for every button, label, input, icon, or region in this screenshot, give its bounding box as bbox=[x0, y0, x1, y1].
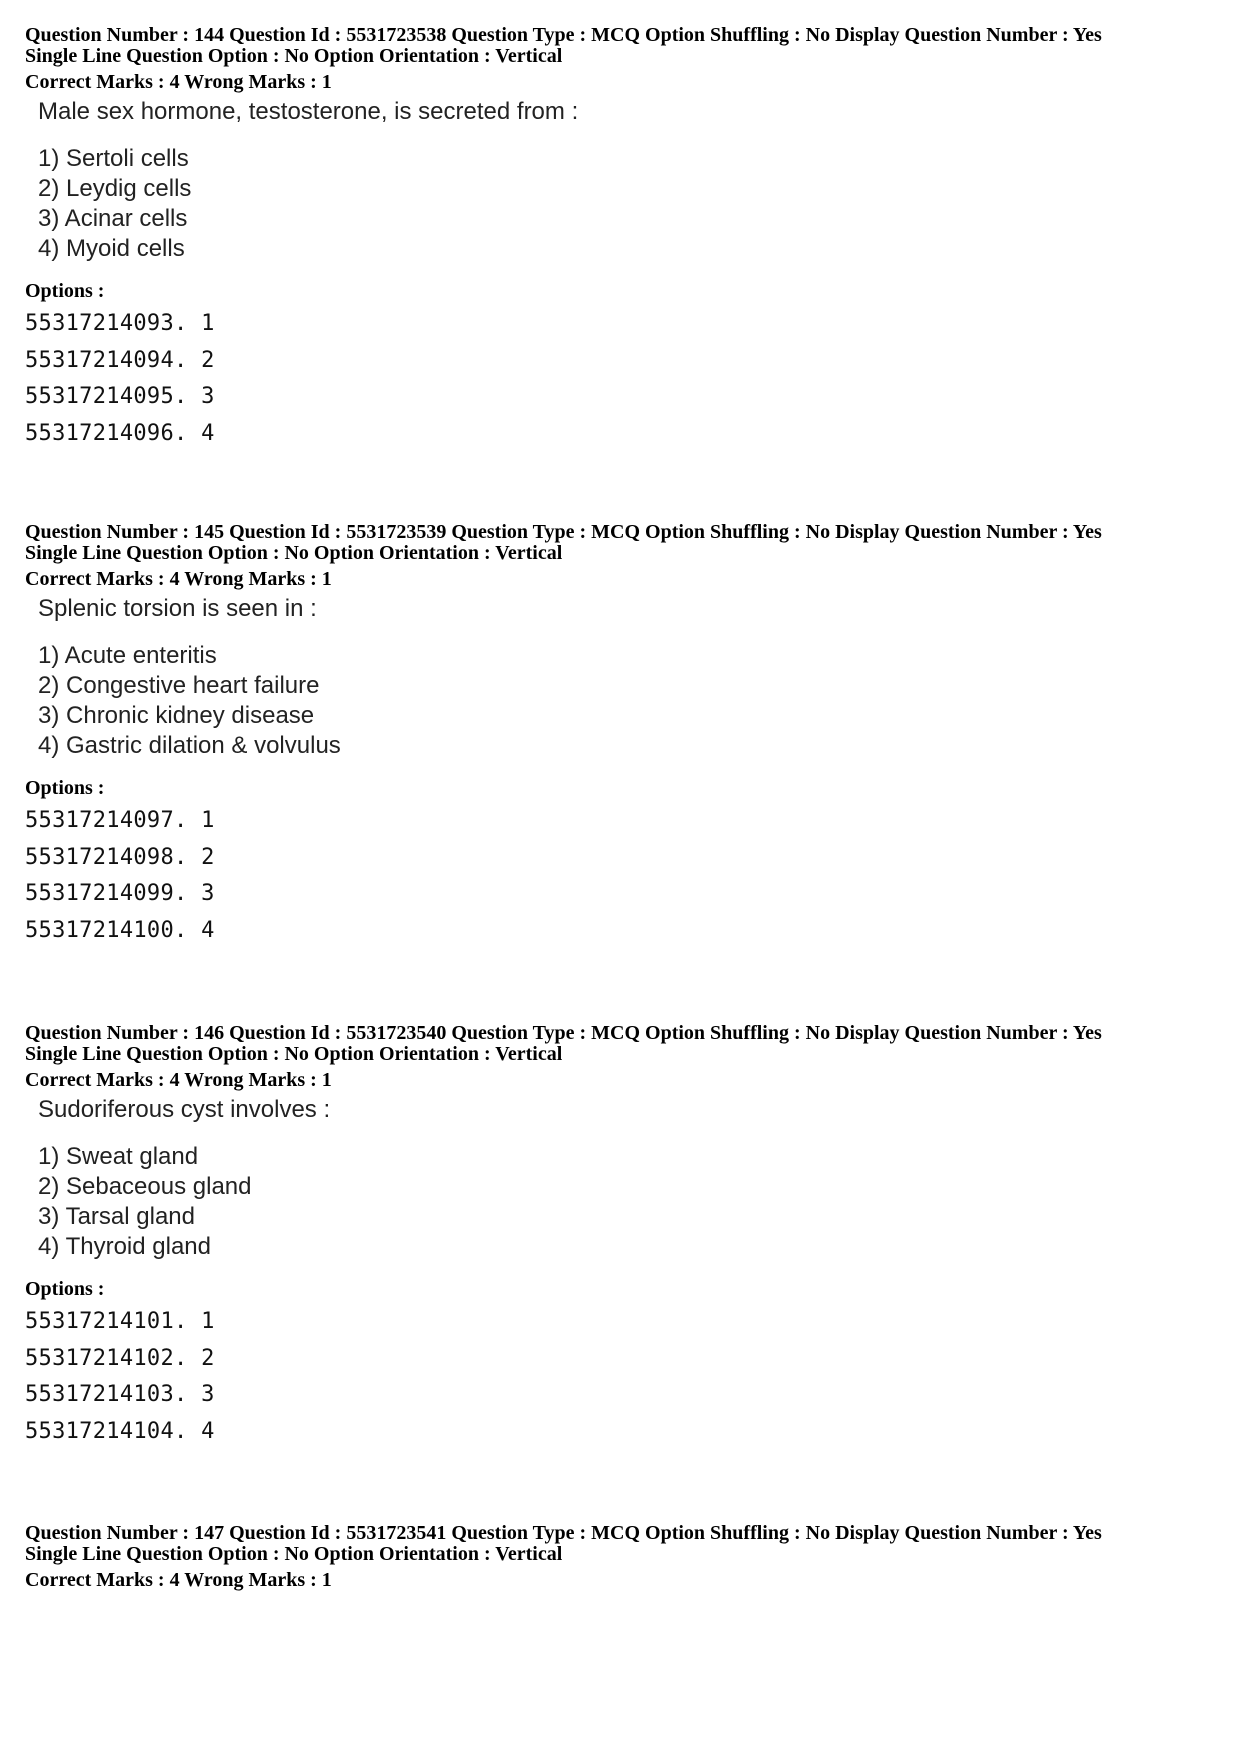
option-id-list bbox=[25, 803, 1225, 949]
question-image bbox=[38, 97, 1225, 264]
question-meta-line-1: Question Number : 147 Question Id : 5531723541 Question Type : MCQ Option Shuffling : No Display Question Number : Yes bbox=[25, 1522, 1102, 1544]
question-meta-line-1: Question Number : 144 Question Id : 5531723538 Question Type : MCQ Option Shuffling : No Display Question Number : Yes bbox=[25, 24, 1102, 46]
question-meta bbox=[25, 25, 1225, 67]
question-meta-line-1: Question Number : 145 Question Id : 5531723539 Question Type : MCQ Option Shuffling : No Display Question Number : Yes bbox=[25, 521, 1102, 543]
question-choices bbox=[38, 1142, 1225, 1262]
choice-3: 3) Tarsal gland bbox=[38, 1203, 195, 1230]
question-meta-line-2: Single Line Question Option : No Option Orientation : Vertical bbox=[25, 542, 563, 564]
option-id: 55317214098. 2 bbox=[25, 844, 215, 870]
question-choices bbox=[38, 641, 1225, 761]
option-id: 55317214097. 1 bbox=[25, 808, 215, 833]
option-id: 55317214096. 4 bbox=[25, 420, 215, 446]
question-stem: Sudoriferous cyst involves : bbox=[38, 1096, 331, 1123]
option-id: 55317214093. 1 bbox=[25, 311, 215, 336]
choice-2: 2) Congestive heart failure bbox=[38, 672, 320, 699]
question-block-144 bbox=[25, 25, 1225, 452]
question-choices bbox=[38, 144, 1225, 264]
option-id: 55317214101. 1 bbox=[25, 1309, 215, 1334]
option-id: 55317214095. 3 bbox=[25, 384, 215, 409]
option-id-list bbox=[25, 1304, 1225, 1450]
options-label: Options : bbox=[25, 777, 105, 799]
question-meta-line-2: Single Line Question Option : No Option Orientation : Vertical bbox=[25, 1043, 563, 1065]
choice-4: 4) Myoid cells bbox=[38, 235, 185, 262]
question-marks: Correct Marks : 4 Wrong Marks : 1 bbox=[25, 1569, 332, 1591]
question-image bbox=[38, 1095, 1225, 1262]
question-meta bbox=[25, 522, 1225, 564]
question-meta-line-2: Single Line Question Option : No Option Orientation : Vertical bbox=[25, 45, 563, 67]
question-meta-line-2: Single Line Question Option : No Option Orientation : Vertical bbox=[25, 1543, 563, 1565]
option-id: 55317214094. 2 bbox=[25, 347, 215, 373]
question-block-147 bbox=[25, 1523, 1225, 1591]
choice-2: 2) Leydig cells bbox=[38, 175, 192, 202]
choice-3: 3) Chronic kidney disease bbox=[38, 702, 315, 729]
choice-2: 2) Sebaceous gland bbox=[38, 1173, 252, 1200]
question-block-145 bbox=[25, 522, 1225, 949]
option-id: 55317214102. 2 bbox=[25, 1345, 215, 1371]
choice-4: 4) Gastric dilation & volvulus bbox=[38, 732, 341, 759]
question-image bbox=[38, 594, 1225, 761]
option-id-list bbox=[25, 306, 1225, 452]
option-id: 55317214100. 4 bbox=[25, 917, 215, 943]
choice-4: 4) Thyroid gland bbox=[38, 1233, 211, 1260]
choice-1: 1) Sweat gland bbox=[38, 1143, 199, 1170]
question-meta bbox=[25, 1523, 1225, 1565]
question-marks: Correct Marks : 4 Wrong Marks : 1 bbox=[25, 1069, 332, 1091]
option-id: 55317214099. 3 bbox=[25, 881, 215, 906]
choice-1: 1) Sertoli cells bbox=[38, 145, 189, 172]
options-label: Options : bbox=[25, 1278, 105, 1300]
question-stem: Splenic torsion is seen in : bbox=[38, 595, 317, 622]
question-meta bbox=[25, 1023, 1225, 1065]
choice-3: 3) Acinar cells bbox=[38, 205, 188, 232]
question-marks: Correct Marks : 4 Wrong Marks : 1 bbox=[25, 568, 332, 590]
question-meta-line-1: Question Number : 146 Question Id : 5531723540 Question Type : MCQ Option Shuffling : No Display Question Number : Yes bbox=[25, 1022, 1102, 1044]
options-label: Options : bbox=[25, 280, 105, 302]
choice-1: 1) Acute enteritis bbox=[38, 642, 217, 669]
question-block-146 bbox=[25, 1023, 1225, 1450]
question-marks: Correct Marks : 4 Wrong Marks : 1 bbox=[25, 71, 332, 93]
option-id: 55317214103. 3 bbox=[25, 1382, 215, 1407]
option-id: 55317214104. 4 bbox=[25, 1418, 215, 1444]
question-stem: Male sex hormone, testosterone, is secreted from : bbox=[38, 98, 579, 125]
